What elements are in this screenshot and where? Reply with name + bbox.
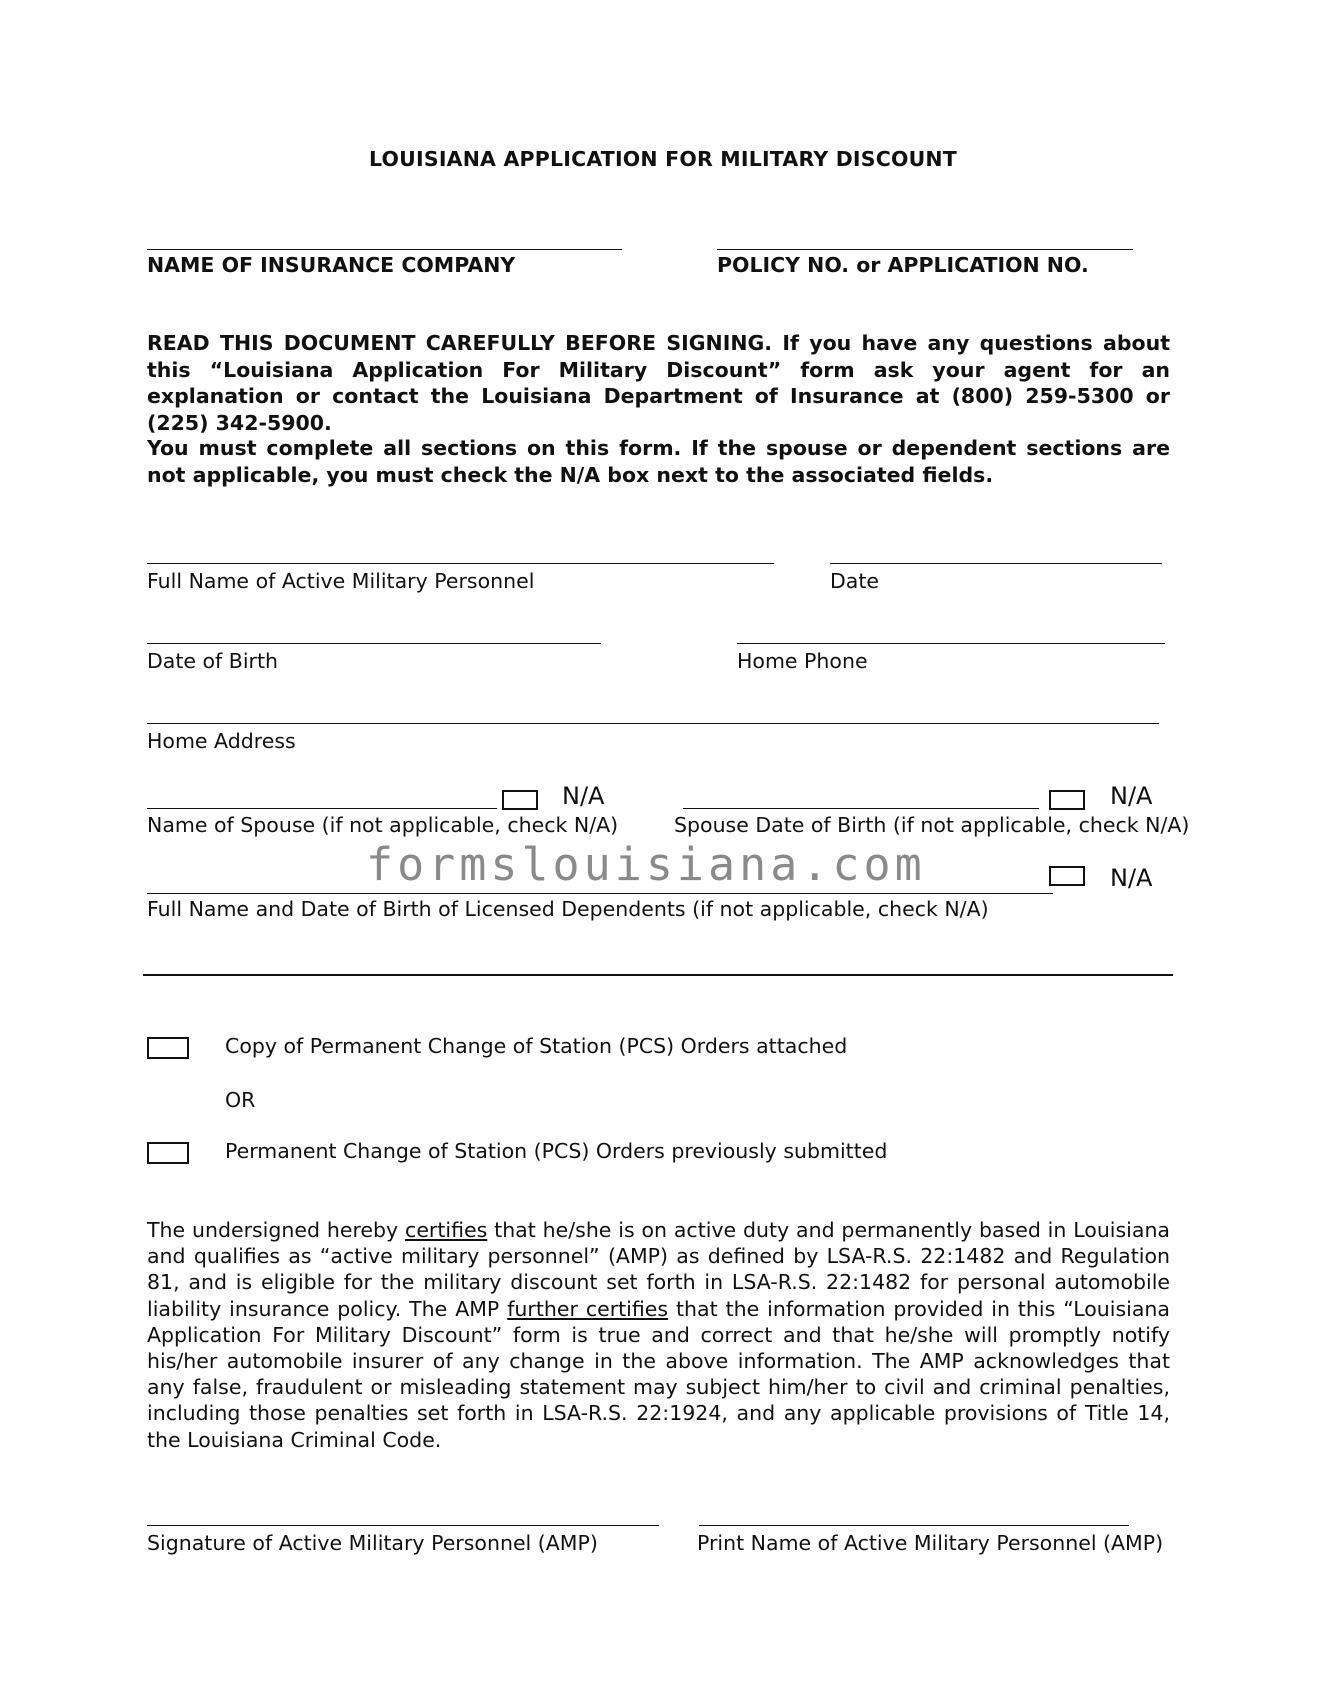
full-name-line[interactable]: [147, 563, 774, 564]
print-name-line[interactable]: [699, 1525, 1129, 1526]
certification-paragraph: [147, 1217, 1170, 1453]
cert-part2: that he/she is on active duty and permanently based in Louisiana and qualifies as “active military personnel” (AMP) as defined by LSA-R.S. 22:1482 and Regulation 81, and is eligible for the military discount set forth in LSA-R.S. 22:1482 for personal automobile liability insurance policy. The AMP: [147, 1218, 1170, 1321]
spouse-dob-label: Spouse Date of Birth (if not applicable, check N/A): [674, 813, 1190, 837]
cert-part3: that the information provided in this “Louisiana Application For Military Discount” form is true and correct and that he/she will promptly notify his/her automobile insurer of any change in the above information. The AMP acknowledges that any false, fraudulent or misleading statement may subject him/her to civil and criminal penalties, including those penalties set forth in LSA-R.S. 22:1924, and any applicable provisions of Title 14, the Louisiana Criminal Code.: [147, 1296, 1170, 1452]
form-title: LOUISIANA APPLICATION FOR MILITARY DISCOUNT: [369, 147, 957, 171]
cert-part1: The undersigned hereby: [147, 1218, 406, 1242]
full-name-label: Full Name of Active Military Personnel: [147, 569, 535, 593]
pcs-previously-submitted-label: Permanent Change of Station (PCS) Orders previously submitted: [225, 1139, 888, 1163]
home-phone-label: Home Phone: [737, 649, 868, 673]
instructions-completion: You must complete all sections on this form. If the spouse or dependent sections are not applicable, you must check the N/A box next to the associated fields.: [147, 436, 1170, 487]
home-address-line[interactable]: [147, 723, 1159, 724]
home-phone-line[interactable]: [737, 643, 1165, 644]
spouse-name-na-label: N/A: [562, 782, 605, 810]
dependents-na-label: N/A: [1110, 864, 1153, 892]
dob-label: Date of Birth: [147, 649, 279, 673]
spouse-name-na-checkbox[interactable]: [502, 790, 538, 810]
date-label: Date: [830, 569, 879, 593]
warning-detail: If you have any questions about this “Louisiana Application For Military Discount” form ask your agent for an explanation or contact the Louisiana Department of Insurance at (800) 259-5300 or (225) 342-5900.: [147, 331, 1170, 435]
spouse-dob-na-checkbox[interactable]: [1049, 790, 1085, 810]
spouse-dob-na-label: N/A: [1110, 782, 1153, 810]
dependents-label: Full Name and Date of Birth of Licensed Dependents (if not applicable, check N/A): [147, 897, 989, 921]
spouse-name-line[interactable]: [147, 808, 497, 809]
cert-further-certifies: further certifies: [507, 1296, 669, 1321]
signature-label: Signature of Active Military Personnel (AMP): [147, 1531, 598, 1555]
dob-line[interactable]: [147, 643, 601, 644]
print-name-label: Print Name of Active Military Personnel (AMP): [697, 1531, 1164, 1555]
company-name-line[interactable]: [147, 249, 622, 250]
watermark-text: formslouisiana.com: [366, 838, 926, 891]
pcs-or-label: OR: [225, 1088, 256, 1112]
spouse-name-label: Name of Spouse (if not applicable, check N/A): [147, 813, 619, 837]
spouse-dob-line[interactable]: [683, 808, 1039, 809]
pcs-previously-submitted-checkbox[interactable]: [147, 1142, 189, 1164]
home-address-label: Home Address: [147, 729, 296, 753]
signature-line[interactable]: [147, 1525, 659, 1526]
date-line[interactable]: [830, 563, 1162, 564]
dependents-line[interactable]: [147, 893, 1053, 894]
policy-number-label: POLICY NO. or APPLICATION NO.: [717, 253, 1089, 277]
dependents-na-checkbox[interactable]: [1049, 866, 1085, 886]
dependents-extra-line[interactable]: [143, 974, 1173, 976]
warning-lead: READ THIS DOCUMENT CAREFULLY BEFORE SIGNING.: [147, 331, 773, 355]
pcs-attached-label: Copy of Permanent Change of Station (PCS) Orders attached: [225, 1034, 848, 1058]
policy-number-line[interactable]: [717, 249, 1133, 250]
pcs-attached-checkbox[interactable]: [147, 1037, 189, 1059]
instructions-warning: [147, 330, 1170, 436]
cert-certifies: certifies: [405, 1218, 488, 1242]
company-name-label: NAME OF INSURANCE COMPANY: [147, 253, 516, 277]
